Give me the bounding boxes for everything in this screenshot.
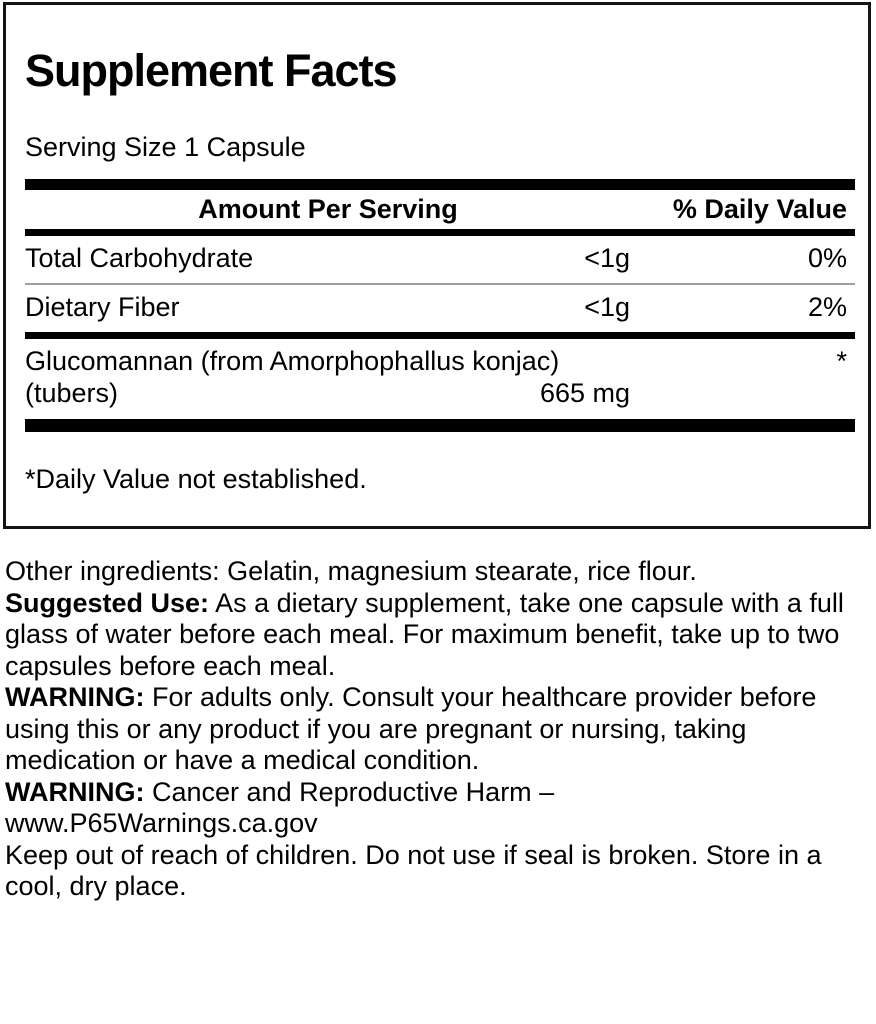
warning-adults-text (5, 682, 869, 777)
nutrient-name: Dietary Fiber (25, 292, 180, 322)
suggested-use-label: Suggested Use: (5, 587, 210, 618)
nutrient-name-continued: (tubers) (25, 378, 119, 408)
serving-size-text: Serving Size 1 Capsule (25, 132, 306, 162)
header-divider-bar (25, 229, 855, 236)
nutrient-amount: <1g (584, 243, 630, 273)
suggested-use-text (5, 588, 869, 683)
warning-p65-text (5, 777, 869, 840)
warning-label: WARNING: (5, 776, 145, 807)
nutrient-name: Total Carbohydrate (25, 243, 254, 273)
warning-adults-body: For adults only. Consult your healthcare provider before using this or any product if you are pregnant or nursing, taking medication or have a medical condition. (5, 682, 817, 775)
daily-value-header: % Daily Value (672, 194, 847, 224)
amount-per-serving-header: Amount Per Serving (198, 194, 458, 224)
other-ingredients-body: Other ingredients: Gelatin, magnesium stearate, rice flour. (5, 556, 697, 586)
daily-value-footnote: *Daily Value not established. (25, 464, 367, 494)
thick-divider-bar (25, 179, 855, 190)
spacer (630, 377, 855, 409)
table-row (25, 339, 855, 419)
thick-divider-bar (25, 419, 855, 432)
table-row (25, 285, 855, 332)
table-row (25, 236, 855, 283)
warning-p65-body: Cancer and Reproductive Harm – www.P65Warnings.ca.gov (5, 776, 555, 838)
nutrient-amount: 665 mg (539, 378, 630, 408)
supplement-facts-panel (3, 2, 871, 529)
nutrient-daily-value: 0% (807, 243, 847, 273)
label-info-section (5, 556, 869, 903)
supplement-facts-title: Supplement Facts (25, 45, 397, 96)
warning-label: WARNING: (5, 682, 145, 712)
suggested-use-body: As a dietary supplement, take one capsule with a full glass of water before each meal. For maximum benefit, take up to two capsules before each meal. (5, 587, 844, 681)
table-header-row (25, 190, 855, 229)
nutrient-name: Glucomannan (from Amorphophallus konjac) (25, 346, 560, 376)
nutrient-amount: <1g (584, 292, 630, 322)
storage-instructions-text (5, 840, 869, 903)
nutrient-daily-value: 2% (807, 292, 847, 322)
section-divider-bar (25, 332, 855, 339)
storage-body: Keep out of reach of children. Do not use if seal is broken. Store in a cool, dry place. (5, 839, 822, 901)
other-ingredients-text (5, 556, 869, 588)
nutrient-daily-value: * (836, 346, 847, 376)
